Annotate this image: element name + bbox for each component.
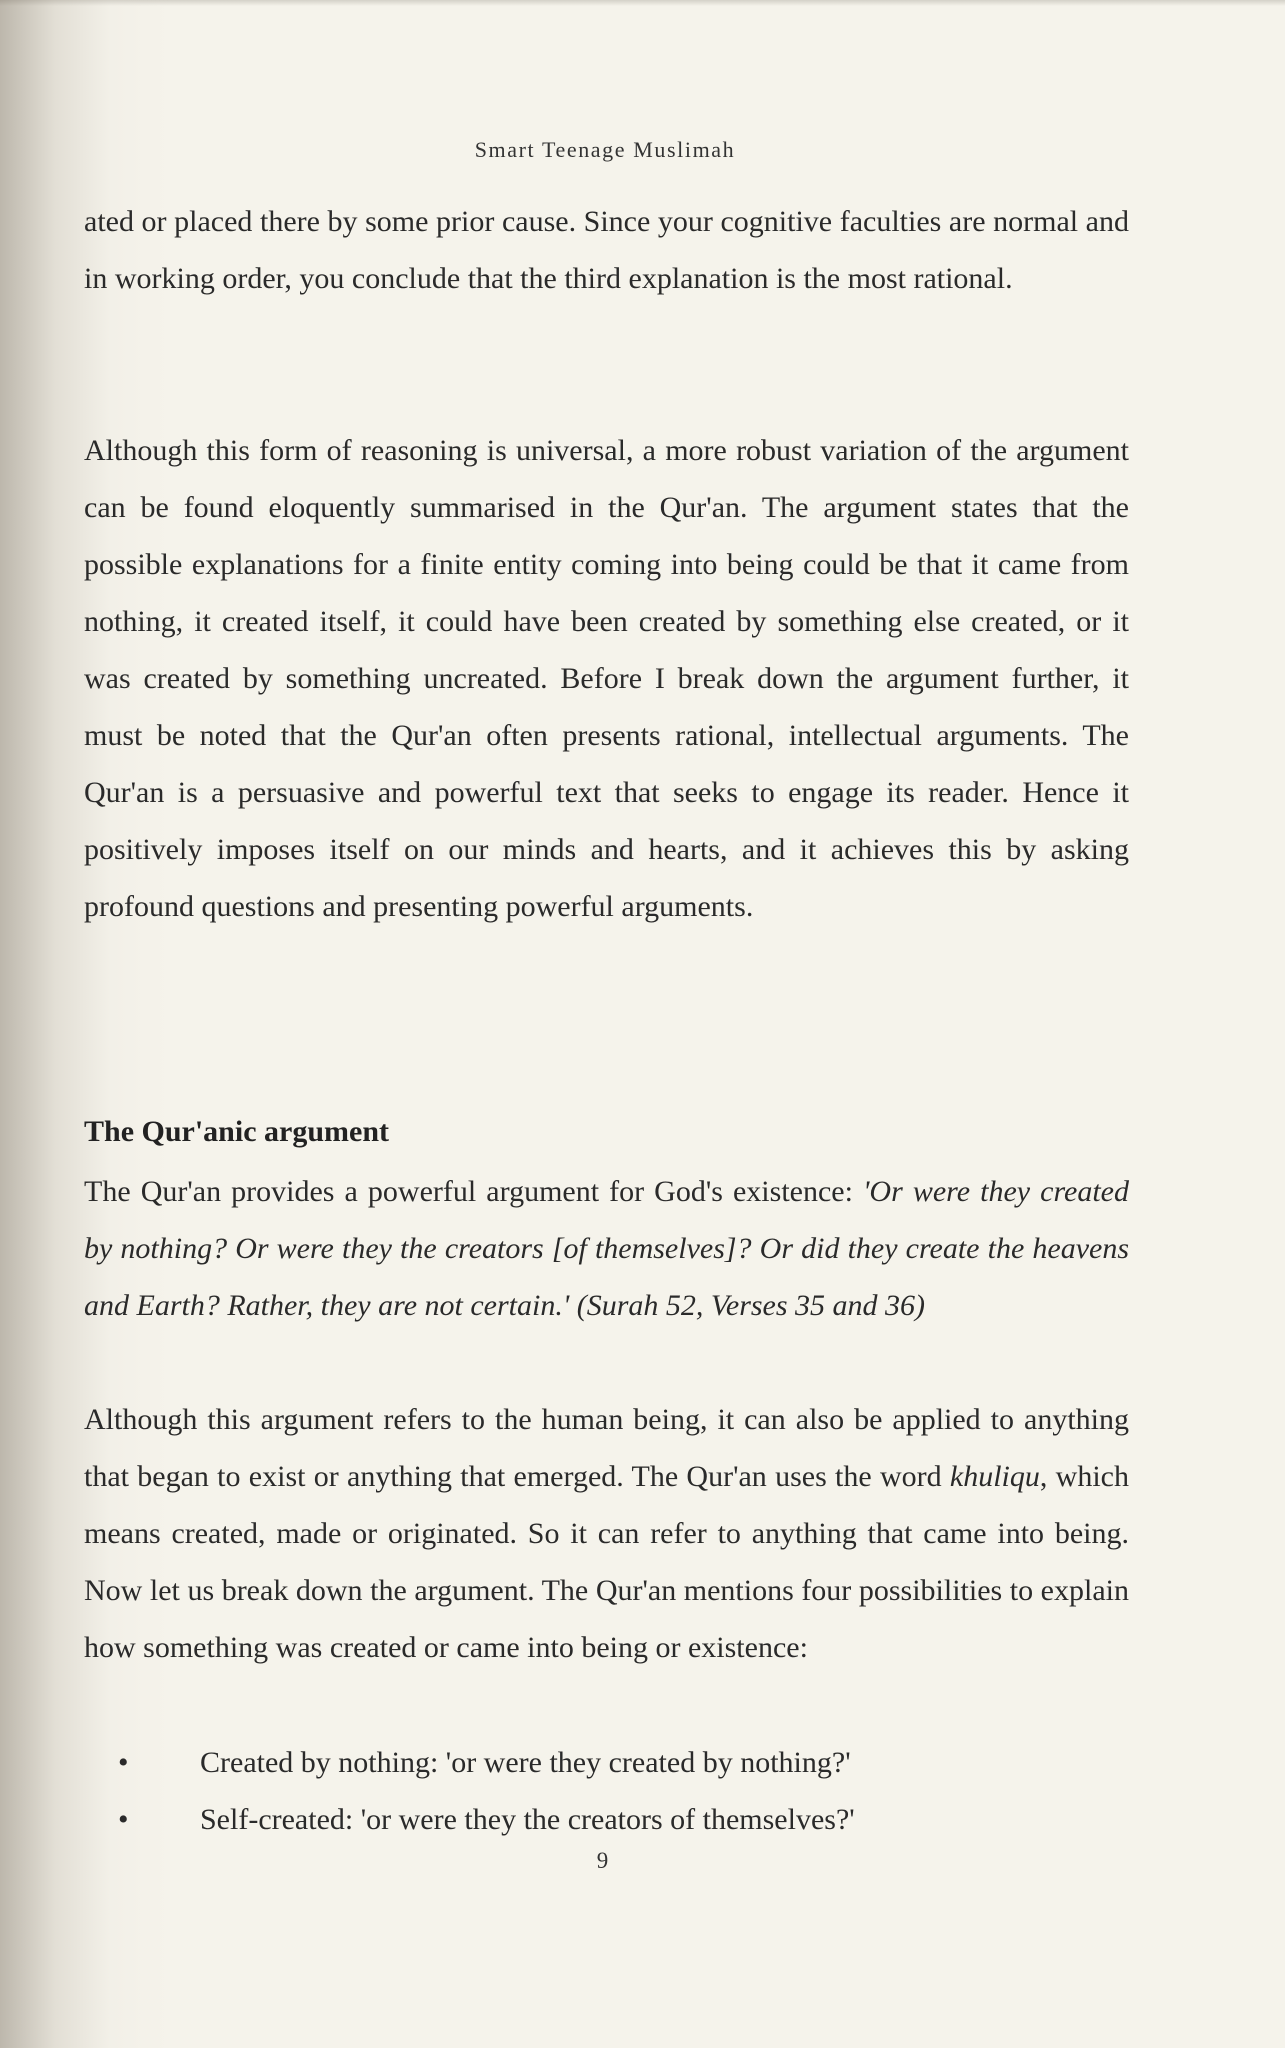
bullet-icon: • <box>118 1746 129 1779</box>
possibilities-list <box>84 1734 1129 1848</box>
list-item <box>84 1791 1129 1848</box>
paragraph-2: Although this form of reasoning is universal, a more robust variation of the argument can be found eloquently summarised in the Qur'an. The argument states that the possible explanations for a finite entity coming into being could be that it came from nothing, it created itself, it could have been created by something else created, or it was created by something uncreated. Before I break down the argument further, it must be noted that the Qur'an often presents rational, intellectual arguments. The Qur'an is a persuasive and powerful text that seeks to engage its reader. Hence it positively imposes itself on our minds and hearts, and it achieves this by asking profound questions and presenting powerful arguments. <box>84 434 1129 923</box>
paragraph-4 <box>84 1391 1129 1676</box>
page-number: 9 <box>596 1848 609 1873</box>
section-heading: The Qur'anic argument <box>84 1115 389 1148</box>
bullet-icon: • <box>118 1803 129 1836</box>
paragraph-4-part-2: , which means created, made or originated. So it can refer to anything that came into being. Now let us break down the argument. The Qur'an mentions four possibilities to explain how something was created or came into being or existence: <box>84 1460 1129 1664</box>
paragraph-3-intro: The Qur'an provides a powerful argument for God's existence: <box>84 1175 864 1208</box>
list-item <box>84 1734 1129 1791</box>
paragraph-4-part-1: Although this argument refers to the human being, it can also be applied to anything that began to exist or anything that emerged. The Qur'an uses the word <box>84 1403 1129 1493</box>
list-item-text: Self-created: 'or were they the creators of themselves?' <box>200 1803 855 1836</box>
quran-quote: 'Or were they created by nothing? Or were they the creators [of themselves]? Or did they create the heavens and Earth? Rather, they are not certain.' (Surah 52, Verses 35 and 36) <box>84 1175 1129 1322</box>
list-item-text: Created by nothing: 'or were they created by nothing?' <box>200 1746 851 1779</box>
paragraph-3 <box>84 1163 1129 1334</box>
running-header: Smart Teenage Muslimah <box>474 137 736 162</box>
arabic-term: khuliqu <box>949 1460 1040 1493</box>
paragraph-1: ated or placed there by some prior cause. Since your cognitive faculties are normal and in working order, you conclude that the third explanation is the most rational. <box>84 205 1129 295</box>
